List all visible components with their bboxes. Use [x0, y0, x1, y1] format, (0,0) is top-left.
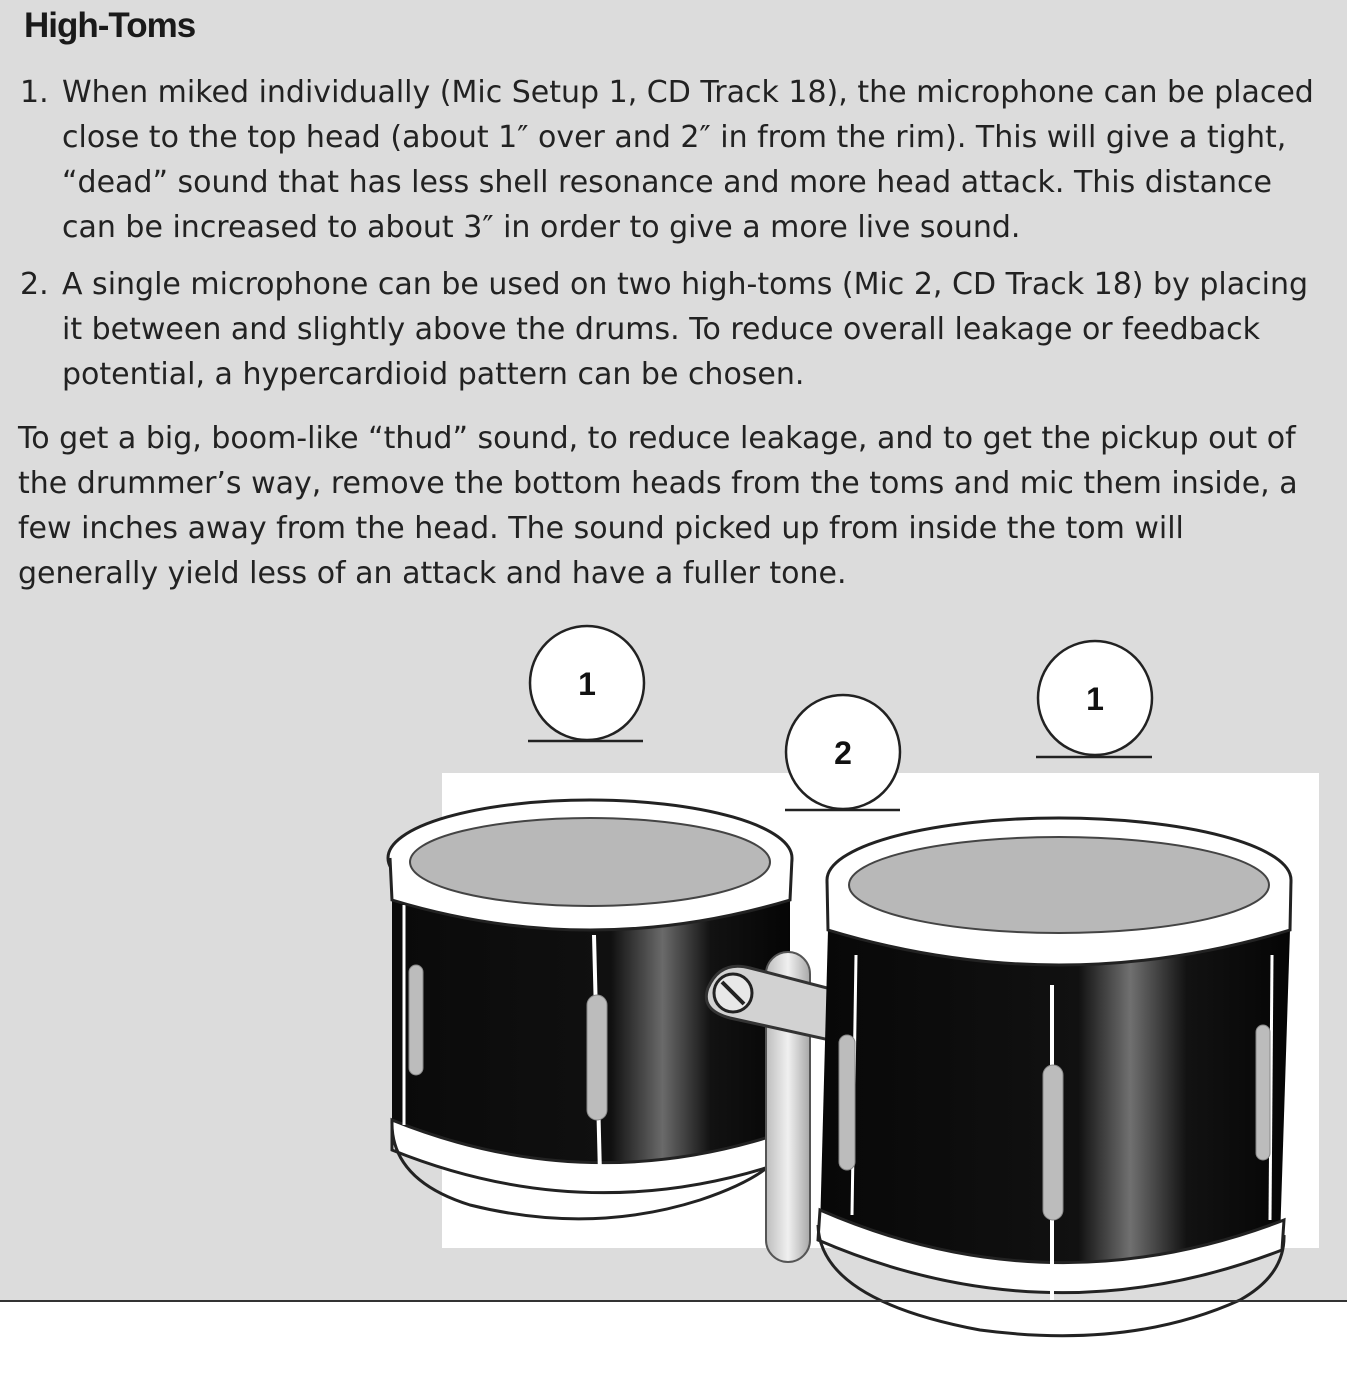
body-paragraph: To get a big, boom-like “thud” sound, to reduce leakage, and to get the pickup out of the drummer’s way, remove the bottom heads from the toms and mic them inside, a few inches away from the head. The sound picked up from inside the tom will generally yield less of an attack and have a fuller tone.	[18, 421, 1298, 591]
mic-2-center	[785, 695, 900, 810]
mic-label: 1	[1086, 681, 1104, 717]
list-number: 2.	[20, 267, 49, 302]
list-text: A single microphone can be used on two high-toms (Mic 2, CD Track 18) by placing it between and slightly above the drums. To reduce overall leakage or feedback potential, a hypercardioid pattern can be chosen.	[62, 267, 1309, 392]
list-number: 1.	[20, 75, 49, 110]
mic-1-left	[528, 626, 644, 741]
mic-1-right	[1036, 641, 1152, 757]
list-text: When miked individually (Mic Setup 1, CD Track 18), the microphone can be placed close to the top head (about 1″ over and 2″ in from the rim). This will give a tight, “dead” sound that has less shell resonance and more head attack. This distance can be increased to about 3″ in order to give a more live sound.	[62, 75, 1314, 245]
mic-label: 1	[578, 666, 596, 702]
mic-label: 2	[834, 735, 852, 771]
page-bottom-rule	[0, 1300, 1347, 1302]
right-tom	[818, 818, 1291, 1336]
section-heading: High-Toms	[24, 6, 196, 45]
